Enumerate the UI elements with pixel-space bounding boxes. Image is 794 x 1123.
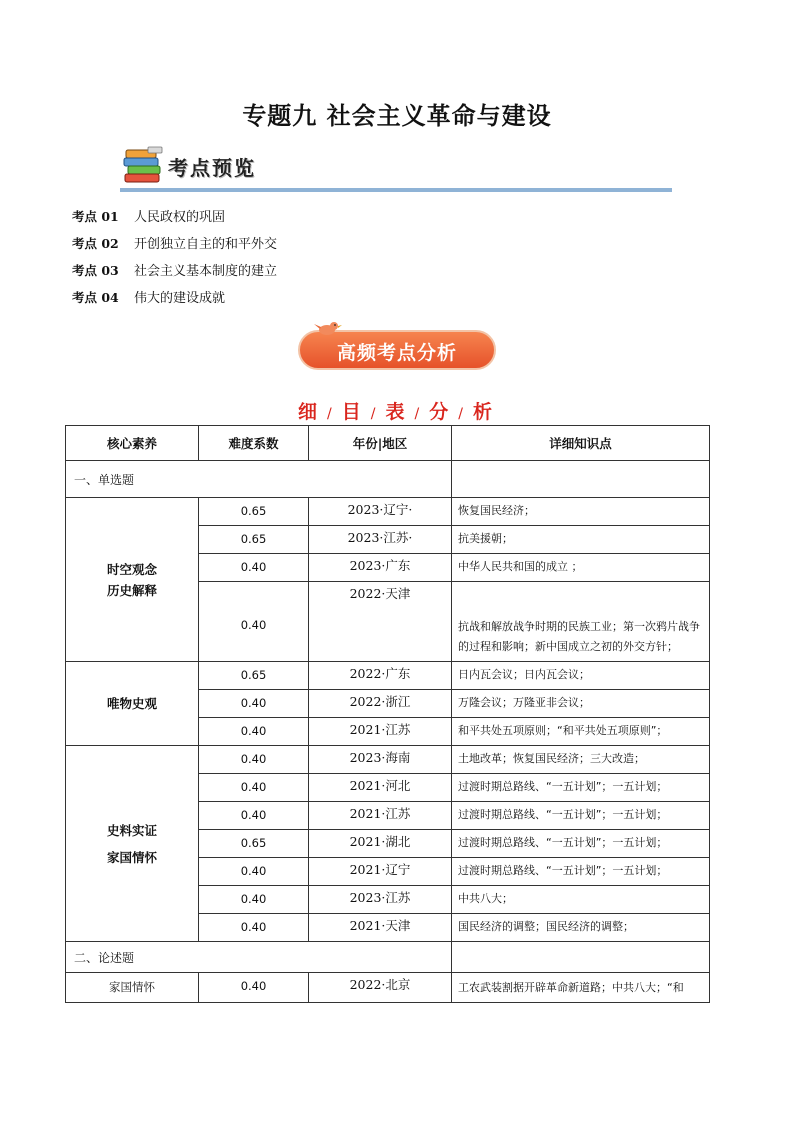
core-literacy-line: 唯物史观	[106, 696, 157, 711]
knowledge-cell: 过渡时期总路线、“一五计划”；一五计划；	[452, 830, 710, 858]
preview-underline	[120, 188, 672, 192]
caption-char: 表	[385, 401, 409, 423]
section-row	[66, 942, 710, 973]
knowledge-cell: 过渡时期总路线、“一五计划”；一五计划；	[452, 774, 710, 802]
table-caption	[0, 397, 794, 424]
knowledge-cell: 日内瓦会议；日内瓦会议；	[452, 662, 710, 690]
knowledge-cell: 抗美援朝；	[452, 526, 710, 554]
section-empty-cell	[452, 942, 710, 973]
caption-char: 分	[429, 401, 453, 423]
year-region-cell: 2023·海南	[309, 746, 452, 774]
core-literacy-cell: 家国情怀	[66, 973, 199, 1003]
difficulty-cell: 0.40	[199, 802, 309, 830]
table-header-row	[66, 426, 710, 461]
year-region-cell: 2022·天津	[309, 582, 452, 662]
section-row	[66, 461, 710, 498]
caption-separator: /	[458, 406, 467, 422]
year-region-cell: 2023·江苏·	[309, 526, 452, 554]
year-region-cell: 2023·辽宁·	[309, 498, 452, 526]
difficulty-cell: 0.40	[199, 554, 309, 582]
difficulty-cell: 0.40	[199, 858, 309, 886]
exam-point	[72, 283, 277, 310]
year-region-cell: 2022·广东	[309, 662, 452, 690]
exam-point-text: 人民政权的巩固	[134, 210, 226, 225]
table-row	[66, 973, 710, 1003]
core-literacy-cell	[66, 662, 199, 746]
knowledge-cell: 万隆会议；万隆亚非会议；	[452, 690, 710, 718]
caption-char: 细	[298, 401, 322, 423]
knowledge-cell: 国民经济的调整；国民经济的调整；	[452, 914, 710, 942]
analysis-badge	[298, 318, 498, 374]
exam-point-number: 考点 02	[72, 235, 119, 251]
core-literacy-cell	[66, 498, 199, 662]
knowledge-cell: 过渡时期总路线、“一五计划”；一五计划；	[452, 858, 710, 886]
knowledge-cell: 中共八大；	[452, 886, 710, 914]
preview-banner	[120, 144, 675, 196]
header-difficulty: 难度系数	[199, 426, 309, 461]
core-literacy-line: 史料实证	[106, 822, 157, 838]
exam-point	[72, 256, 277, 283]
analysis-label: 高频考点分析	[336, 342, 457, 364]
core-literacy-line: 时空观念	[106, 561, 157, 577]
exam-point-number: 考点 03	[72, 262, 119, 278]
difficulty-cell: 0.40	[199, 746, 309, 774]
caption-separator: /	[327, 406, 336, 422]
analysis-table	[65, 425, 710, 1003]
exam-points-list	[72, 202, 277, 310]
exam-point-text: 伟大的建设成就	[134, 291, 226, 306]
difficulty-cell: 0.65	[199, 662, 309, 690]
year-region-cell: 2023·广东	[309, 554, 452, 582]
table-row	[66, 746, 710, 774]
year-region-cell: 2021·天津	[309, 914, 452, 942]
table-row	[66, 498, 710, 526]
header-core: 核心素养	[66, 426, 199, 461]
difficulty-cell: 0.65	[199, 526, 309, 554]
table-row	[66, 662, 710, 690]
knowledge-cell: 过渡时期总路线、“一五计划”；一五计划；	[452, 802, 710, 830]
year-region-cell: 2021·辽宁	[309, 858, 452, 886]
difficulty-cell: 0.40	[199, 914, 309, 942]
page-title: 专题九 社会主义革命与建设	[242, 102, 552, 130]
caption-separator: /	[370, 406, 380, 422]
knowledge-cell: 抗战和解放战争时期的民族工业；第一次鸦片战争的过程和影响；新中国成立之初的外交方针；	[452, 582, 710, 662]
year-region-cell: 2021·河北	[309, 774, 452, 802]
exam-point-text: 开创独立自主的和平外交	[134, 237, 278, 252]
preview-label: 考点预览	[168, 156, 256, 180]
core-literacy-cell	[66, 746, 199, 942]
knowledge-cell: 工农武装割据开辟革命新道路；中共八大；“和	[452, 973, 710, 1003]
year-region-cell: 2023·江苏	[309, 886, 452, 914]
year-region-cell: 2021·湖北	[309, 830, 452, 858]
knowledge-cell: 土地改革；恢复国民经济；三大改造；	[452, 746, 710, 774]
caption-char: 目	[341, 401, 365, 423]
difficulty-cell: 0.40	[199, 774, 309, 802]
difficulty-cell: 0.40	[199, 690, 309, 718]
bird-icon	[312, 318, 342, 338]
difficulty-cell: 0.65	[199, 498, 309, 526]
caption-char: 析	[472, 401, 496, 423]
exam-point-text: 社会主义基本制度的建立	[134, 264, 278, 279]
section-empty-cell	[452, 461, 710, 498]
caption-separator: /	[414, 406, 424, 422]
difficulty-cell: 0.40	[199, 582, 309, 662]
exam-point-number: 考点 04	[72, 289, 119, 305]
section-title: 二、论述题	[66, 942, 452, 973]
exam-point	[72, 229, 277, 256]
section-title: 一、单选题	[66, 461, 452, 498]
knowledge-cell: 恢复国民经济；	[452, 498, 710, 526]
year-region-cell: 2022·浙江	[309, 690, 452, 718]
difficulty-cell: 0.65	[199, 830, 309, 858]
header-knowledge: 详细知识点	[452, 426, 710, 461]
exam-point	[72, 202, 277, 229]
year-region-cell: 2022·北京	[309, 973, 452, 1003]
year-region-cell: 2021·江苏	[309, 802, 452, 830]
books-icon	[120, 146, 166, 186]
difficulty-cell: 0.40	[199, 973, 309, 1003]
header-year-region: 年份|地区	[309, 426, 452, 461]
core-literacy-line: 历史解释	[106, 582, 157, 598]
year-region-cell: 2021·江苏	[309, 718, 452, 746]
knowledge-cell: 中华人民共和国的成立 ；	[452, 554, 710, 582]
difficulty-cell: 0.40	[199, 718, 309, 746]
core-literacy-line: 家国情怀	[106, 849, 157, 865]
difficulty-cell: 0.40	[199, 886, 309, 914]
knowledge-cell: 和平共处五项原则；“和平共处五项原则”；	[452, 718, 710, 746]
exam-point-number: 考点 01	[72, 208, 119, 224]
